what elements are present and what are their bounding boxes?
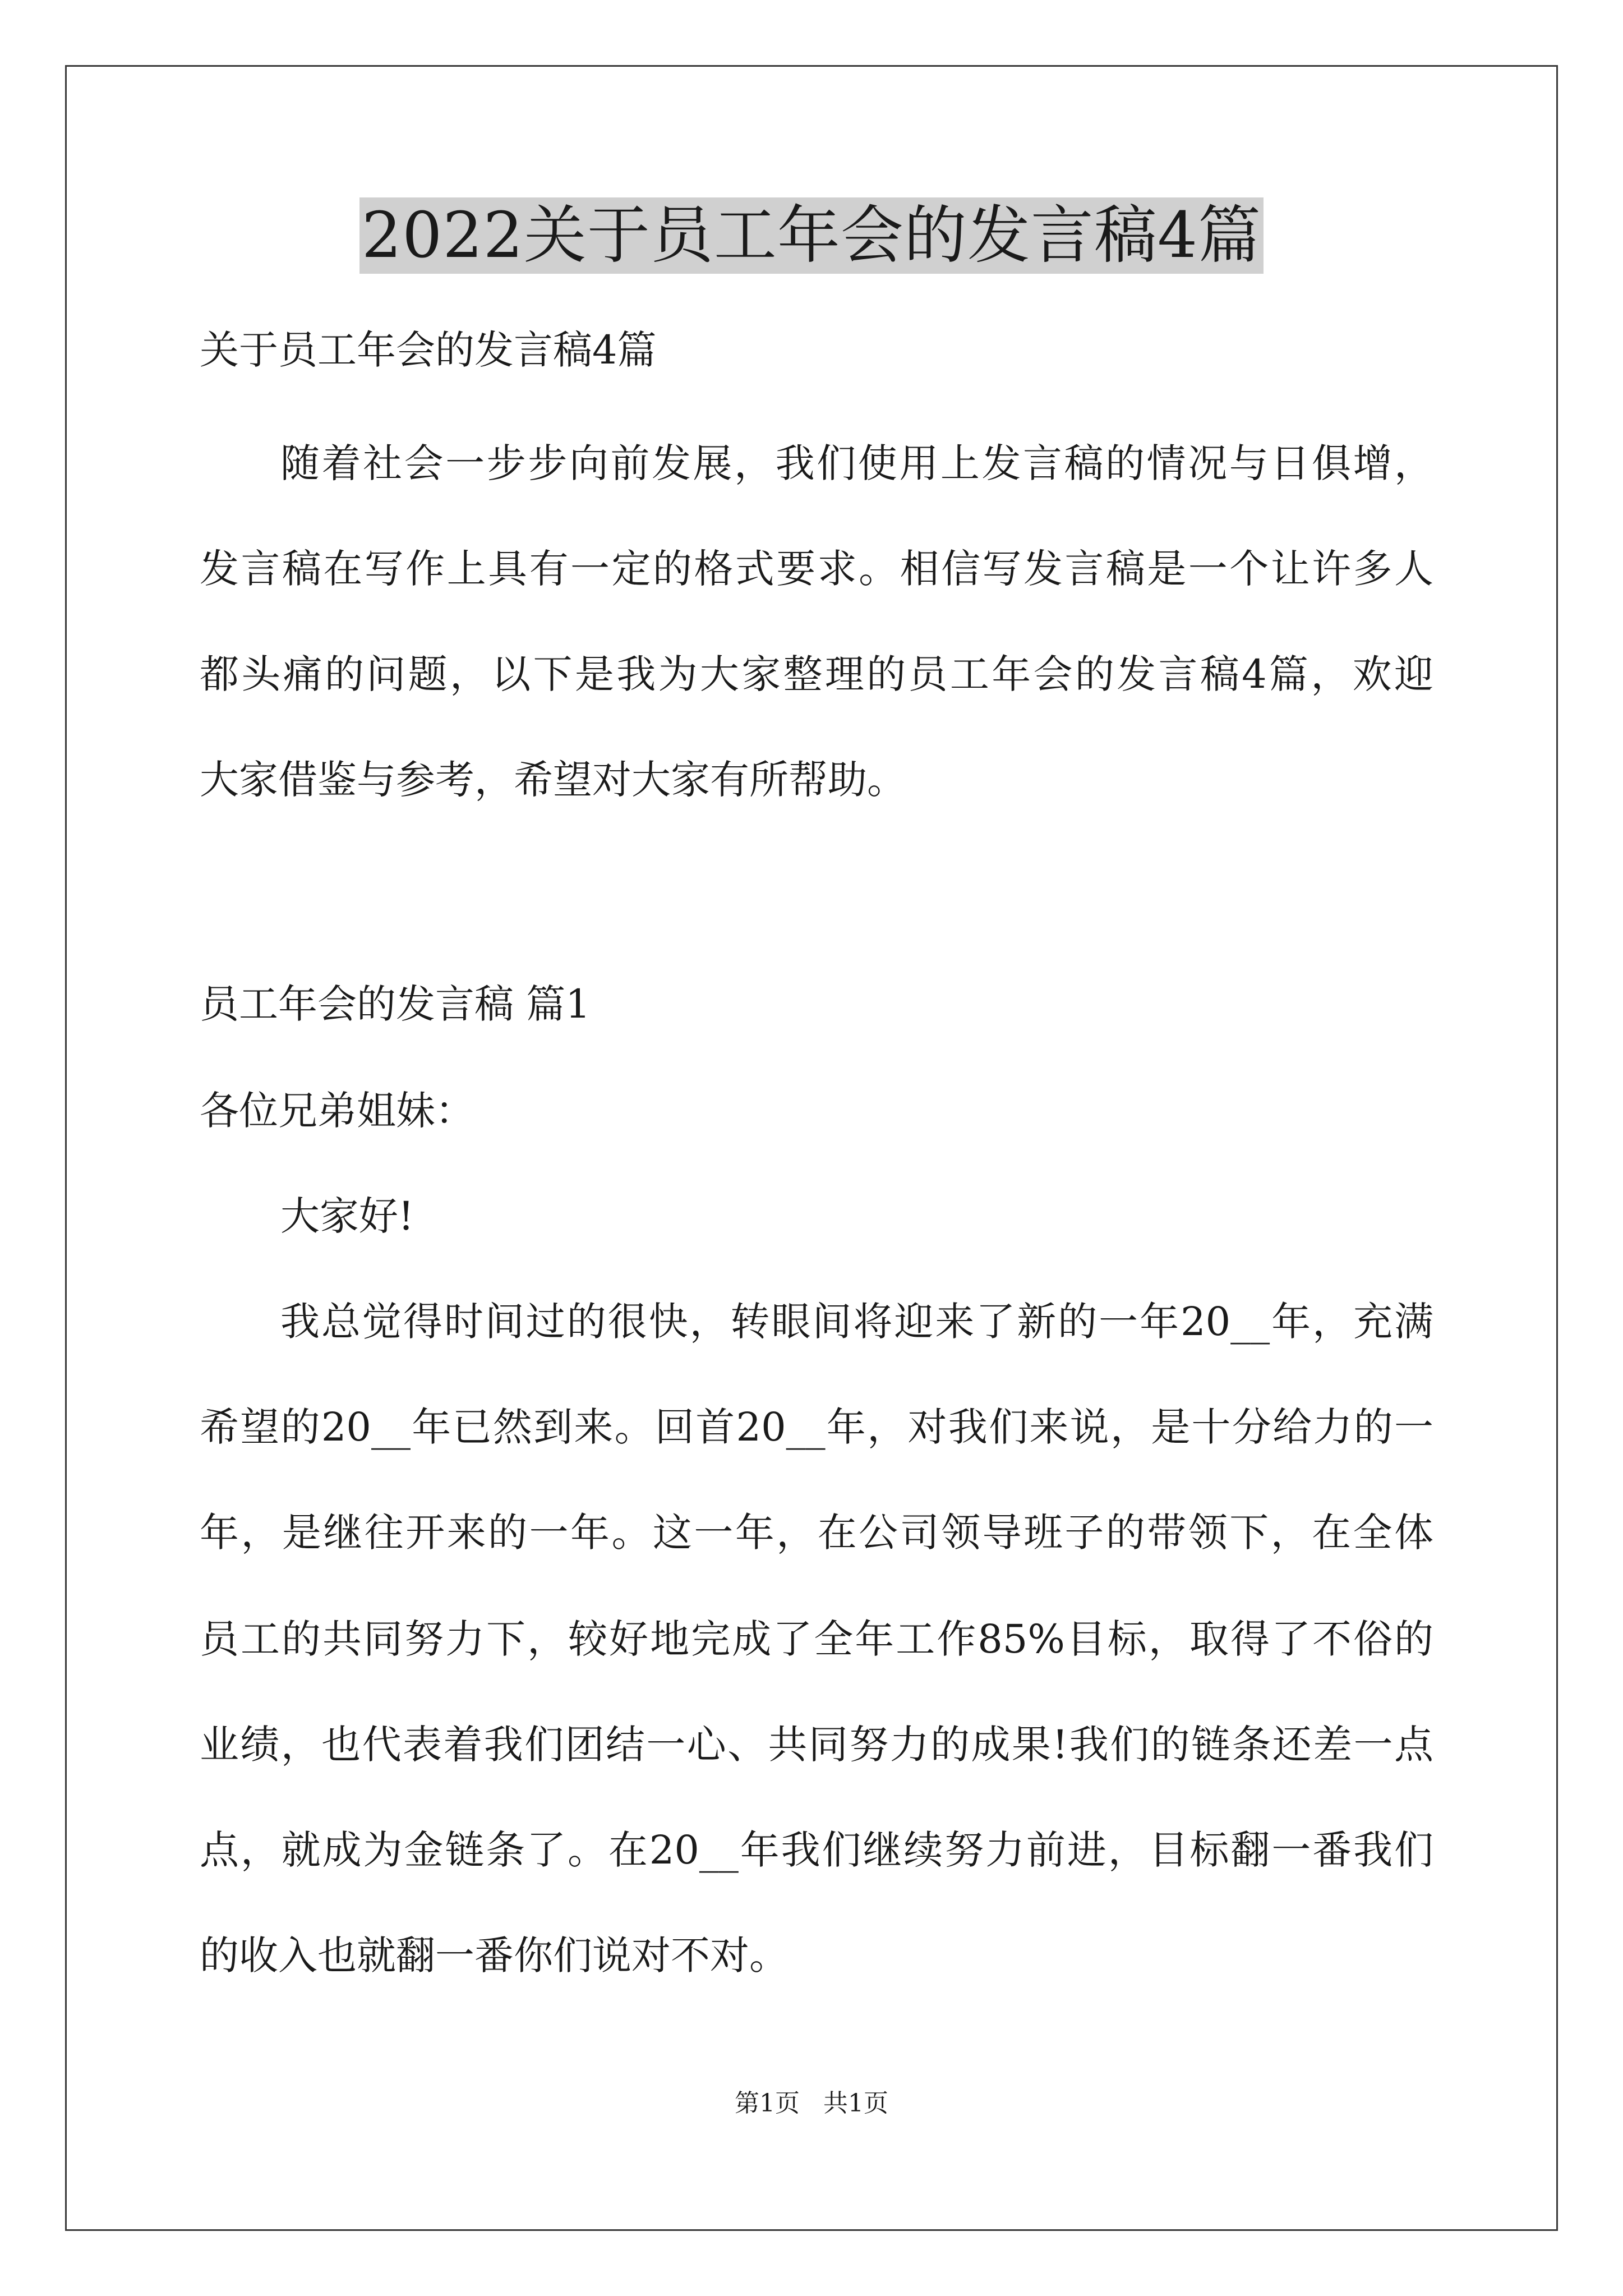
body-line: 我总觉得时间过的很快，转眼间将迎来了新的一年20__年，充满 bbox=[280, 1299, 1433, 1345]
intro-line: 发言稿在写作上具有一定的格式要求。相信写发言稿是一个让许多人 bbox=[200, 546, 1433, 592]
intro-line: 都头痛的问题，以下是我为大家整理的员工年会的发言稿4篇，欢迎 bbox=[200, 651, 1433, 697]
document-title: 2022关于员工年会的发言稿4篇 bbox=[359, 197, 1264, 274]
body-line: 的收入也就翻一番你们说对不对。 bbox=[200, 1932, 789, 1978]
intro-line: 大家借鉴与参考，希望对大家有所帮助。 bbox=[200, 757, 906, 803]
greeting: 大家好! bbox=[280, 1193, 414, 1239]
body-line: 希望的20__年已然到来。回首20__年，对我们来说，是十分给力的一 bbox=[200, 1404, 1433, 1450]
document-subtitle: 关于员工年会的发言稿4篇 bbox=[200, 327, 657, 373]
title-container bbox=[0, 197, 1623, 274]
section-heading: 员工年会的发言稿 篇1 bbox=[200, 981, 591, 1027]
salutation: 各位兄弟姐妹： bbox=[200, 1088, 474, 1134]
body-line: 年，是继往开来的一年。这一年，在公司领导班子的带领下，在全体 bbox=[200, 1510, 1433, 1556]
page-footer: 第1页 共1页 bbox=[735, 2089, 888, 2118]
intro-line: 随着社会一步步向前发展，我们使用上发言稿的情况与日俱增， bbox=[280, 440, 1433, 486]
body-line: 员工的共同努力下，较好地完成了全年工作85%目标，取得了不俗的 bbox=[200, 1616, 1433, 1662]
body-line: 点，就成为金链条了。在20__年我们继续努力前进，目标翻一番我们 bbox=[200, 1827, 1433, 1873]
body-line: 业绩，也代表着我们团结一心、共同努力的成果!我们的链条还差一点 bbox=[200, 1722, 1433, 1768]
page-border bbox=[65, 65, 1558, 2231]
